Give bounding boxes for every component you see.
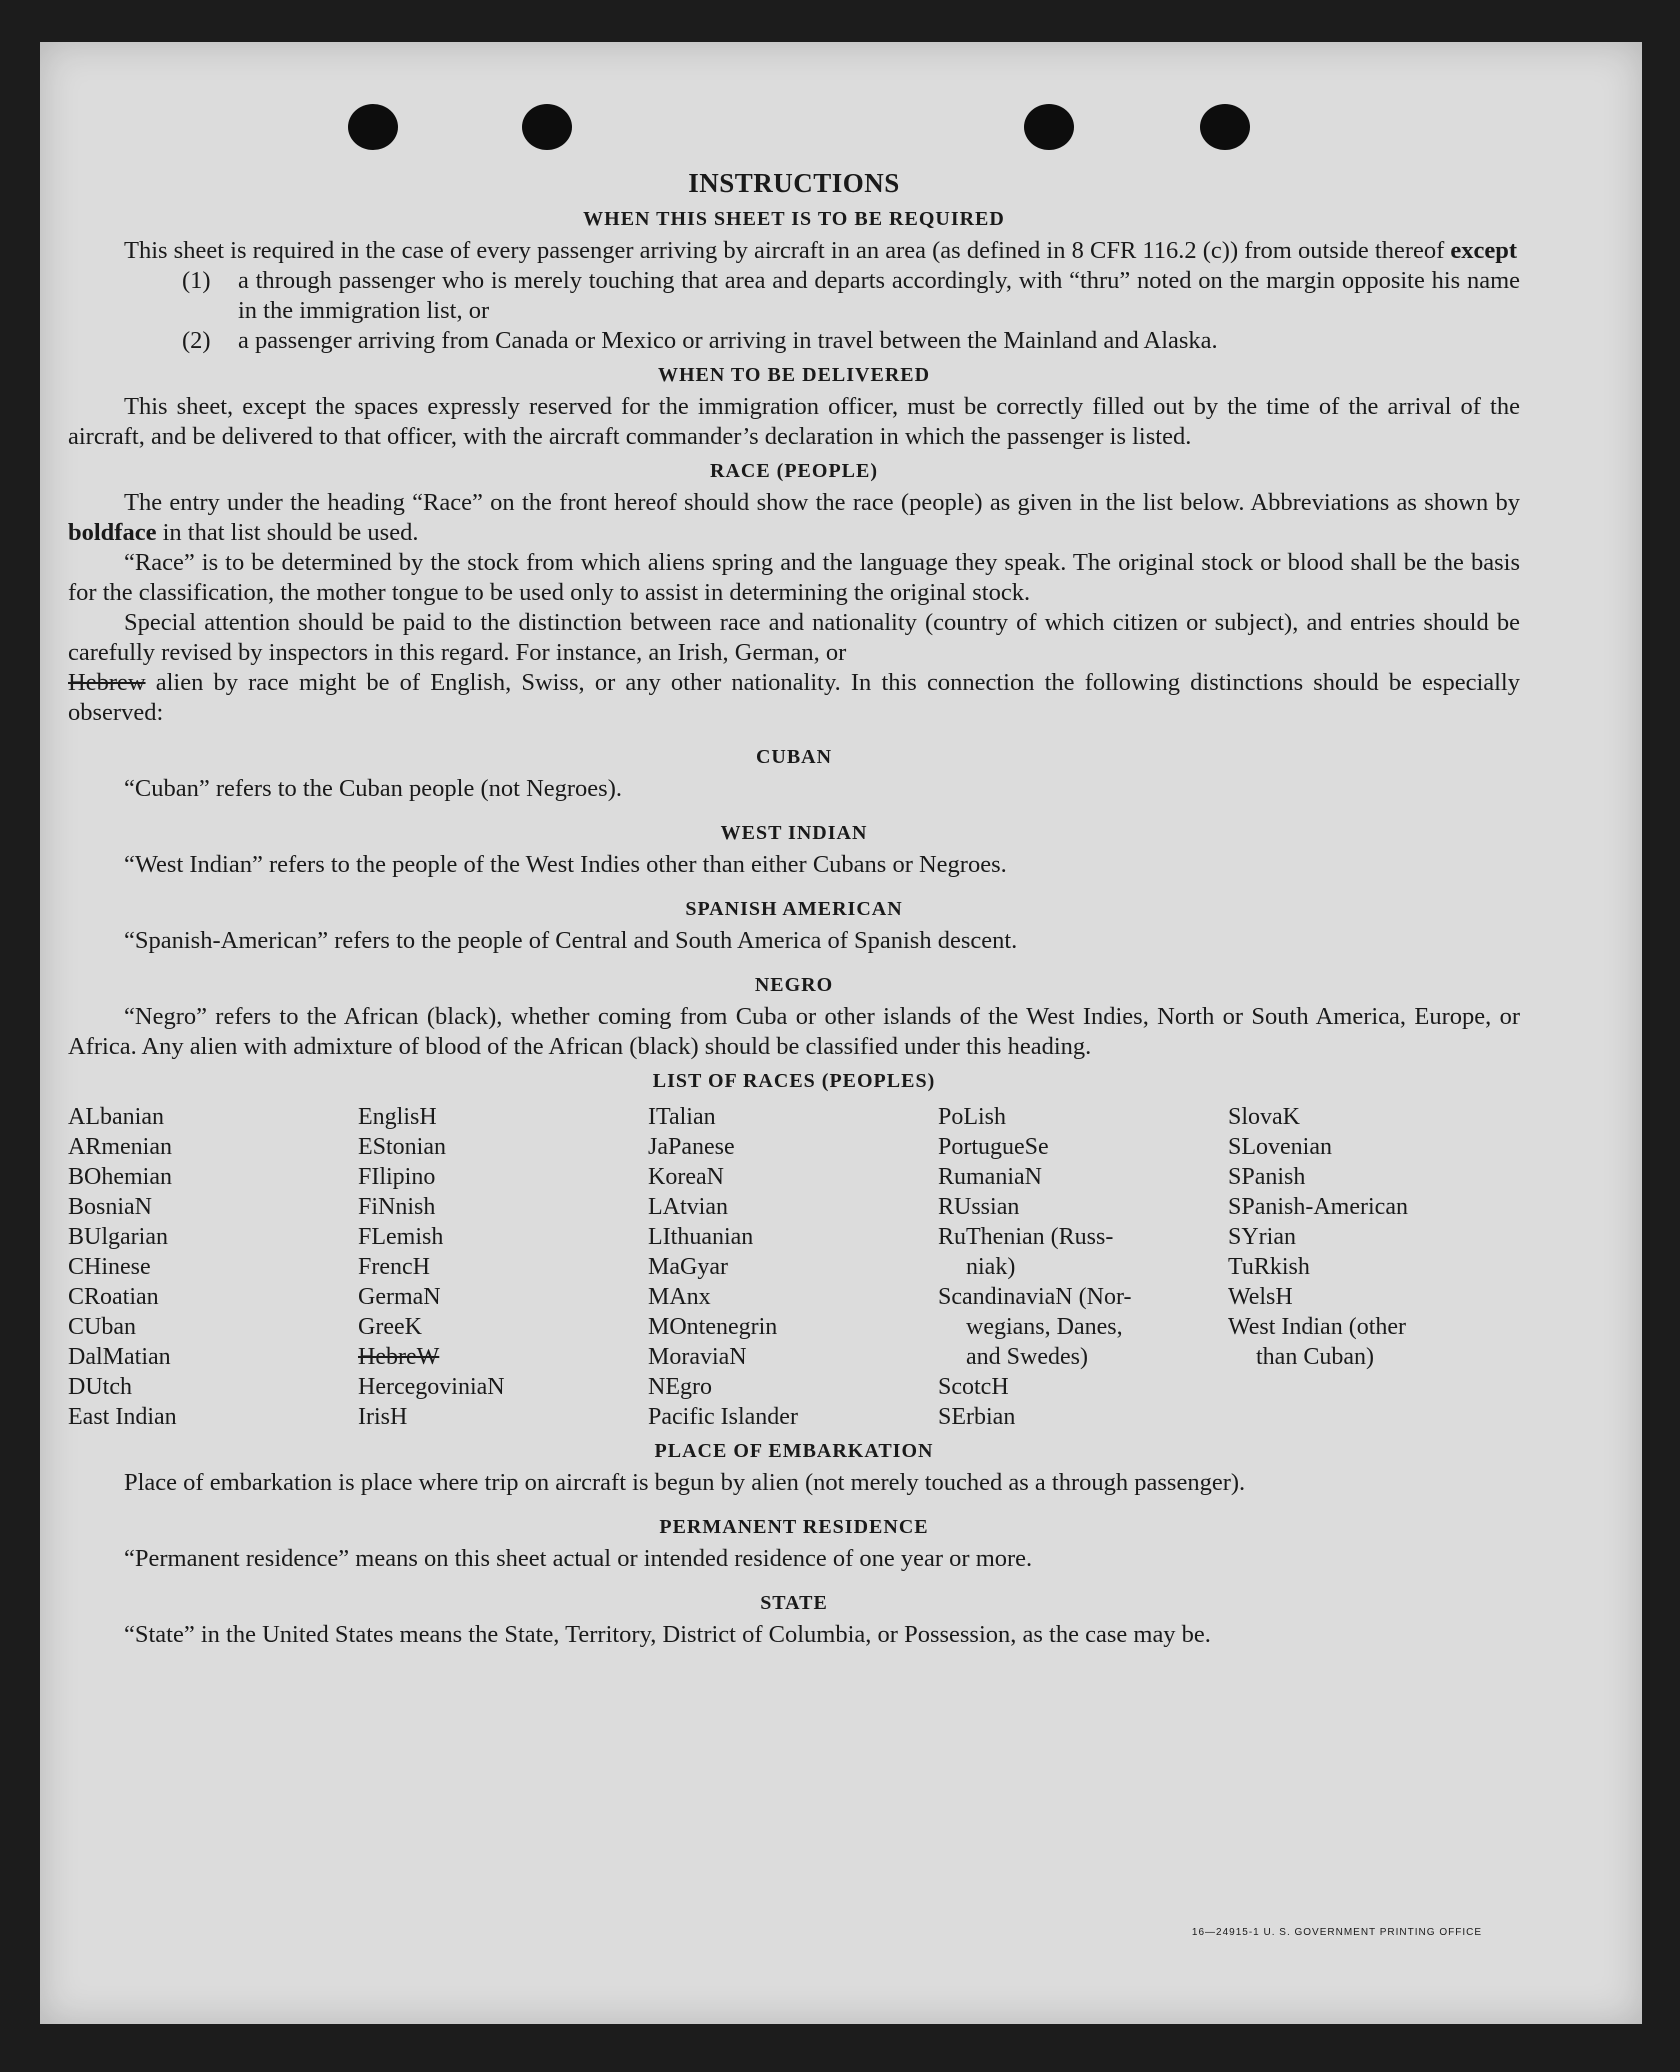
negro-text: “Negro” refers to the African (black), whether coming from Cuba or other islands of the West Indies, North or South America, Europe, or Africa. Any alien with admixture of blood of the African (black) should be classified under this heading. — [68, 1003, 1520, 1060]
race-entry: HercegoviniaN — [358, 1374, 505, 1400]
exception-item-2: (2) a passenger arriving from Canada or Mexico or arriving in travel between the Mainland and Alaska. — [182, 327, 1218, 354]
race-entry: TuRkish — [1228, 1254, 1310, 1280]
race-entry: SPanish-American — [1228, 1194, 1408, 1220]
document-sheet — [40, 42, 1642, 2024]
race-entry: RUssian — [938, 1194, 1020, 1220]
race-entry: RuThenian (Russ- — [938, 1224, 1114, 1250]
race-entry: FIlipino — [358, 1164, 436, 1190]
race-entry: than Cuban) — [1256, 1344, 1374, 1370]
race-entry: BOhemian — [68, 1164, 172, 1190]
race-entry: CRoatian — [68, 1284, 159, 1310]
residence-text: “Permanent residence” means on this sheet actual or intended residence of one year or more. — [124, 1545, 1033, 1572]
when-required-text: This sheet is required in the case of every passenger arriving by aircraft in an area (as defined in 8 CFR 116.2 (c)) from outside thereof except — [124, 237, 1518, 264]
race-entry: FrencH — [358, 1254, 430, 1280]
race-entry: MOntenegrin — [648, 1314, 778, 1340]
race-entry: EStonian — [358, 1134, 446, 1160]
heading-when-delivered: WHEN TO BE DELIVERED — [657, 364, 931, 386]
race-entry: EnglisH — [358, 1104, 437, 1130]
race-entry: and Swedes) — [966, 1344, 1088, 1370]
race-entry: LAtvian — [648, 1194, 728, 1220]
race-entry: MoraviaN — [648, 1344, 747, 1370]
races-column-3 — [648, 1102, 938, 1432]
race-entry: PortugueSe — [938, 1134, 1049, 1160]
heading-list-of-races: LIST OF RACES (PEOPLES) — [652, 1070, 936, 1092]
race-entry: NEgro — [648, 1374, 712, 1400]
instructions-body — [68, 168, 1520, 1650]
embarkation-text: Place of embarkation is place where trip on aircraft is begun by alien (not merely touched as a through passenger). — [124, 1469, 1246, 1496]
race-entry: ARmenian — [68, 1134, 172, 1160]
race-entry: KoreaN — [648, 1164, 724, 1190]
punch-hole — [1200, 104, 1250, 150]
race-entry: IrisH — [358, 1404, 408, 1430]
state-text: “State” in the United States means the State, Territory, District of Columbia, or Possession, as the case may be. — [124, 1621, 1211, 1648]
race-entry: PoLish — [938, 1104, 1007, 1130]
heading-negro: NEGRO — [754, 974, 834, 996]
races-column-2 — [358, 1102, 648, 1432]
race-entry: CUban — [68, 1314, 136, 1340]
race-entry: West Indian (other — [1228, 1314, 1407, 1340]
race-entry: ITalian — [648, 1104, 716, 1130]
heading-cuban: CUBAN — [755, 746, 833, 768]
heading-race: RACE (PEOPLE) — [710, 460, 878, 482]
exception-item-1: (1) a through passenger who is merely touching that area and departs accordingly, with “thru” noted on the margin opposite his name in the immigration list, or — [182, 267, 1520, 324]
heading-spanish-american: SPANISH AMERICAN — [685, 898, 903, 920]
race-entry: SlovaK — [1228, 1104, 1300, 1130]
heading-when-required: WHEN THIS SHEET IS TO BE REQUIRED — [583, 208, 1005, 230]
race-entry: SErbian — [938, 1404, 1016, 1430]
race-entry: CHinese — [68, 1254, 151, 1280]
when-delivered-text: This sheet, except the spaces expressly reserved for the immigration officer, must be correctly filled out by the time of the arrival of the aircraft, and be delivered to that officer, with the aircraft commander’s declaration in which the passenger is listed. — [68, 393, 1520, 450]
cuban-text: “Cuban” refers to the Cuban people (not Negroes). — [124, 775, 622, 802]
punch-hole — [348, 104, 398, 150]
race-paragraph-2: “Race” is to be determined by the stock from which aliens spring and the language they speak. The original stock or blood shall be the basis for the classification, the mother tongue to be used only to assist in determining the original stock. — [68, 549, 1520, 606]
race-entry: niak) — [966, 1254, 1016, 1280]
page-title: INSTRUCTIONS — [688, 168, 900, 198]
races-column-4 — [938, 1102, 1228, 1432]
race-entry: Pacific Islander — [648, 1404, 798, 1430]
race-entry: GreeK — [358, 1314, 422, 1340]
race-entry: BUlgarian — [68, 1224, 168, 1250]
race-entry: SLovenian — [1228, 1134, 1332, 1160]
heading-west-indian: WEST INDIAN — [720, 822, 868, 844]
race-entry: SYrian — [1228, 1224, 1296, 1250]
race-entry: FiNnish — [358, 1194, 436, 1220]
races-column-1 — [68, 1102, 358, 1432]
spanish-american-text: “Spanish-American” refers to the people of Central and South America of Spanish descent. — [124, 927, 1018, 954]
race-paragraph-3: Special attention should be paid to the distinction between race and nationality (country of which citizen or subject), and entries should be carefully revised by inspectors in this regard. For instance, an Irish, German, or Hebrew alien by race might be of English, Swiss, or any other nationality. In this connection the following distinctions should be especially observed: — [68, 609, 1520, 726]
race-entry: DUtch — [68, 1374, 132, 1400]
race-entry: FLemish — [358, 1224, 444, 1250]
punch-hole — [522, 104, 572, 150]
race-entry: ScotcH — [938, 1374, 1009, 1400]
race-entry: East Indian — [68, 1404, 177, 1430]
race-entry: JaPanese — [648, 1134, 735, 1160]
race-entry: ScandinaviaN (Nor- — [938, 1284, 1132, 1310]
heading-embarkation: PLACE OF EMBARKATION — [654, 1440, 934, 1462]
printer-imprint: 16—24915-1 U. S. GOVERNMENT PRINTING OFFICE — [1191, 1927, 1482, 1938]
race-entry: RumaniaN — [938, 1164, 1042, 1190]
race-entry: DalMatian — [68, 1344, 171, 1370]
race-entry: LIthuanian — [648, 1224, 754, 1250]
race-entry-struck: HebreW — [358, 1344, 440, 1370]
races-list — [68, 1102, 1520, 1432]
west-indian-text: “West Indian” refers to the people of the West Indies other than either Cubans or Negroes. — [124, 851, 1007, 878]
heading-permanent-residence: PERMANENT RESIDENCE — [659, 1516, 929, 1538]
heading-state: STATE — [760, 1592, 828, 1614]
race-entry: SPanish — [1228, 1164, 1306, 1190]
races-column-5 — [1228, 1102, 1518, 1432]
race-paragraph-1: The entry under the heading “Race” on the front hereof should show the race (people) as given in the list below. Abbreviations as shown by boldface in that list should be used. — [68, 489, 1520, 546]
punch-hole — [1024, 104, 1074, 150]
race-entry: ALbanian — [68, 1104, 164, 1130]
race-entry: MaGyar — [648, 1254, 728, 1280]
race-entry: WelsH — [1228, 1284, 1293, 1310]
race-entry: wegians, Danes, — [966, 1314, 1123, 1340]
race-entry: BosniaN — [68, 1194, 152, 1220]
race-entry: GermaN — [358, 1284, 441, 1310]
race-entry: MAnx — [648, 1284, 711, 1310]
